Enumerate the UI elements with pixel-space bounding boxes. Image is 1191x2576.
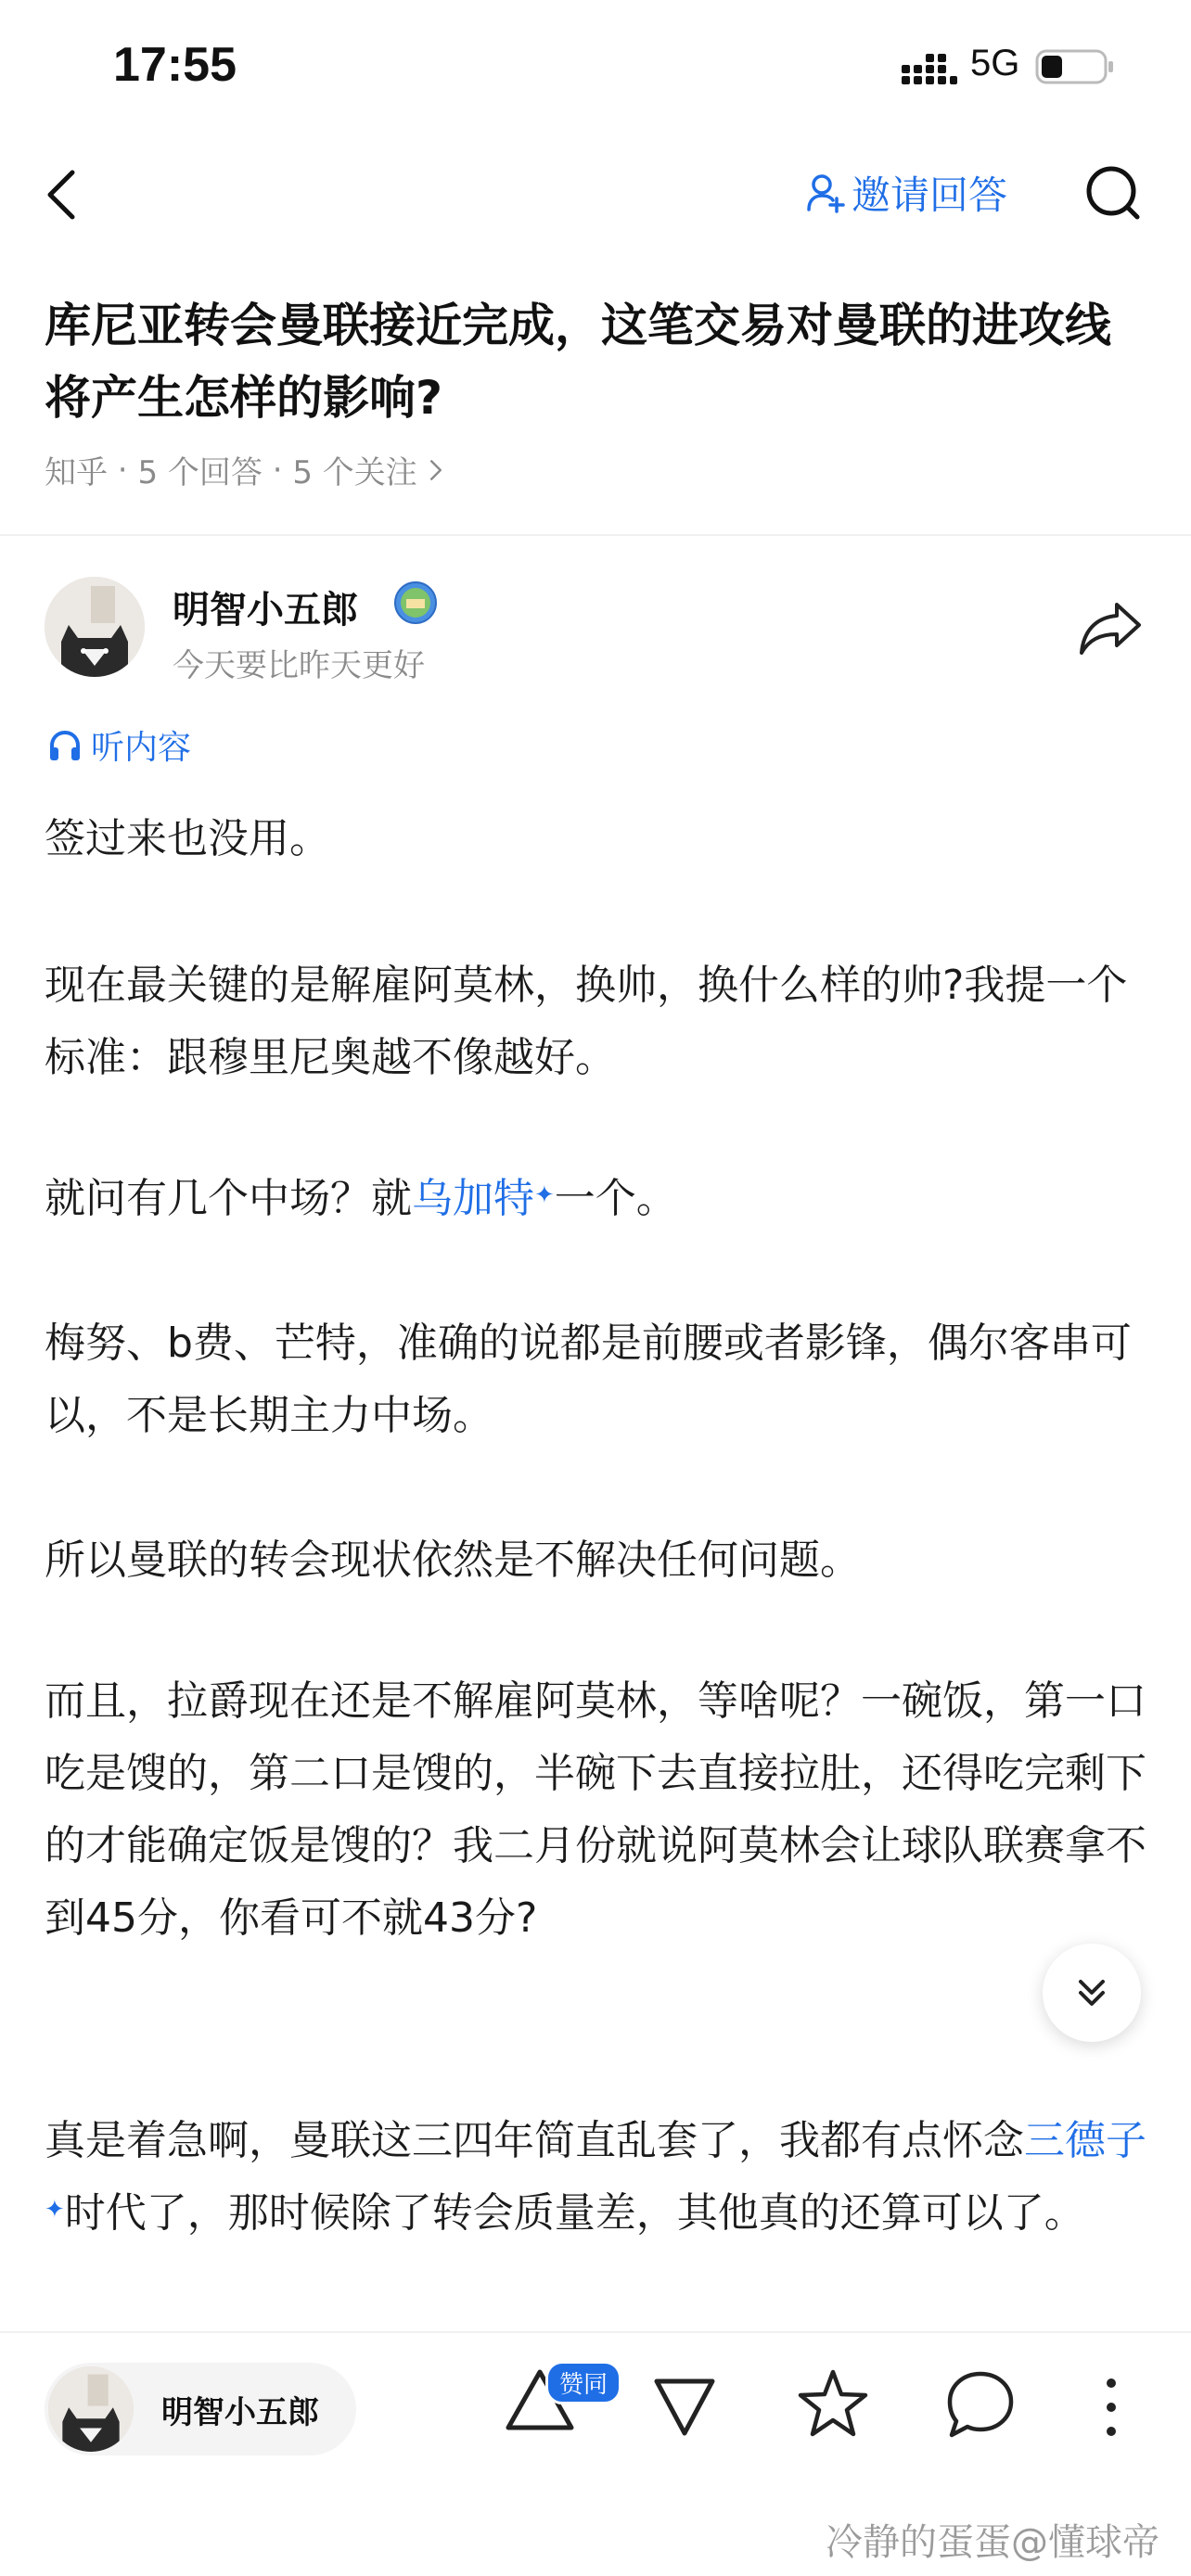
badge-icon bbox=[393, 580, 438, 625]
upvote-badge: 赞同 bbox=[545, 2361, 621, 2404]
star-icon[interactable] bbox=[796, 2366, 870, 2441]
network-type: 5G bbox=[970, 43, 1020, 83]
sandezi-link[interactable]: 三德子 bbox=[1024, 2117, 1146, 2164]
sparkle-icon: ✦ bbox=[534, 1181, 555, 1209]
watermark: 冷静的蛋蛋@懂球帝 bbox=[826, 2521, 1159, 2564]
invite-answer-label: 邀请回答 bbox=[852, 172, 1008, 218]
headphones-icon bbox=[48, 729, 82, 762]
answer-paragraph-4: 梅努、b费、芒特，准确的说都是前腰或者影锋，偶尔客串可以，不是长期主力中场。 bbox=[45, 1320, 1132, 1439]
invite-answer-button[interactable] bbox=[805, 165, 1007, 221]
back-icon[interactable] bbox=[45, 167, 78, 223]
chevron-double-down-icon bbox=[1073, 1974, 1110, 2011]
answer-paragraph-2: 现在最关键的是解雇阿莫林，换帅，换什么样的帅?我提一个标准：跟穆里尼奥越不像越好。 bbox=[45, 962, 1128, 1081]
battery-icon bbox=[1035, 49, 1115, 84]
divider bbox=[0, 534, 1191, 536]
author-avatar[interactable] bbox=[45, 577, 145, 677]
listen-button[interactable] bbox=[48, 721, 191, 769]
question-title[interactable]: 库尼亚转会曼联接近完成，这笔交易对曼联的进攻线将产生怎样的影响? bbox=[45, 299, 1111, 425]
comment-icon[interactable] bbox=[944, 2368, 1017, 2441]
answer-paragraph-6: 而且，拉爵现在还是不解雇阿莫林，等啥呢？一碗饭，第一口吃是馊的，第二口是馊的，半碗下去直接拉肚，还得吃完剩下的才能确定饭是馊的？我二月份就说阿莫林会让球队联赛拿不到45分，你看可不就43分? bbox=[45, 1677, 1146, 1942]
search-icon[interactable] bbox=[1083, 163, 1143, 223]
question-meta[interactable]: 知乎 · 5 个回答 · 5 个关注 bbox=[45, 447, 443, 492]
ugarte-link[interactable]: 乌加特 bbox=[412, 1175, 534, 1222]
status-time: 17:55 bbox=[113, 38, 237, 92]
cat-avatar-image bbox=[45, 577, 145, 677]
author-name[interactable]: 明智小五郎 bbox=[173, 589, 358, 631]
answer-paragraph-7: 真是着急啊，曼联这三四年简直乱套了，我都有点怀念三德子✦时代了，那时候除了转会质量差，其他真的还算可以了。 bbox=[45, 2117, 1146, 2237]
answer-paragraph-5: 所以曼联的转会现状依然是不解决任何问题。 bbox=[45, 1537, 861, 1584]
downvote-icon[interactable] bbox=[651, 2374, 718, 2441]
author-bio: 今天要比昨天更好 bbox=[173, 647, 425, 684]
answer-paragraph-1: 签过来也没用。 bbox=[45, 815, 330, 862]
listen-label: 听内容 bbox=[91, 729, 192, 767]
sparkle-icon: ✦ bbox=[45, 2196, 65, 2224]
signal-icon bbox=[902, 52, 957, 85]
share-icon[interactable] bbox=[1078, 599, 1145, 657]
chevron-right-icon bbox=[429, 458, 443, 482]
divider bbox=[0, 2331, 1191, 2333]
author-avatar-small bbox=[48, 2366, 134, 2452]
scroll-down-button[interactable] bbox=[1043, 1944, 1141, 2042]
more-icon[interactable] bbox=[1100, 2374, 1122, 2441]
follower-count: 5 个关注 bbox=[292, 454, 417, 491]
answer-paragraph-3: 就问有几个中场？就乌加特✦一个。 bbox=[45, 1175, 677, 1222]
invite-user-icon bbox=[805, 172, 846, 213]
source-label: 知乎 bbox=[45, 454, 108, 491]
cat-avatar-image bbox=[48, 2366, 134, 2452]
author-chip[interactable] bbox=[45, 2363, 356, 2455]
answer-count: 5 个回答 bbox=[137, 454, 263, 491]
author-chip-name: 明智小五郎 bbox=[161, 2393, 319, 2431]
